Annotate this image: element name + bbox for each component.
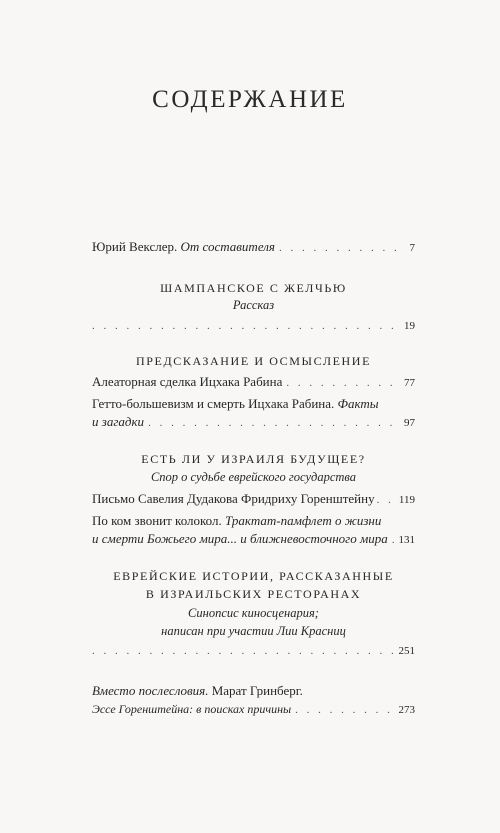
toc-entry-section4[interactable]: [92, 642, 415, 660]
section-title-1: ШАМПАНСКОЕ С ЖЕЛЧЬЮ: [160, 281, 347, 295]
section-title-4-line1: ЕВРЕЙСКИЕ ИСТОРИИ, РАССКАЗАННЫЕ: [113, 569, 394, 583]
afterword-author: Марат Гринберг.: [211, 683, 303, 698]
afterword-label: Вместо послесловия.: [92, 683, 209, 698]
entry-title: По ком звонит колокол.: [92, 513, 222, 528]
entry-title: Гетто-большевизм и смерть Ицхака Рабина.: [92, 396, 335, 411]
toc-entry-bell-tolls[interactable]: [92, 512, 415, 549]
dot-leader: [92, 317, 397, 335]
toc-entry-rabin-deal[interactable]: [92, 373, 415, 392]
afterword-title: Эссе Горенштейна: в поисках причины: [92, 702, 292, 716]
toc-entry-dudakov-letter[interactable]: [92, 490, 415, 509]
section-subtitle-4-line1: Синопсис киносценария;: [188, 606, 319, 620]
section-title-2: ПРЕДСКАЗАНИЕ И ОСМЫСЛЕНИЕ: [135, 354, 372, 368]
section-title-3: ЕСТЬ ЛИ У ИЗРАИЛЯ БУДУЩЕЕ?: [141, 452, 366, 466]
page-number: 119: [398, 494, 415, 506]
toc-entry-ghetto-bolshevism[interactable]: [92, 395, 415, 432]
preface-title: От составителя: [180, 239, 275, 254]
dot-leader: [392, 531, 395, 549]
toc-entry-section1[interactable]: [92, 317, 415, 335]
page-number: 251: [398, 645, 415, 657]
page-number: 131: [398, 534, 415, 546]
dot-leader: [295, 701, 394, 719]
dot-leader: [377, 491, 397, 509]
page-number: 77: [404, 377, 415, 389]
section-subtitle-4-line2: написан при участии Лии Красниц: [161, 624, 346, 638]
entry-subtitle-line2: и загадки: [92, 414, 145, 429]
preface-author: Юрий Векслер.: [92, 239, 178, 254]
page-number: 273: [398, 704, 415, 716]
dot-leader: [148, 414, 397, 432]
page-title: СОДЕРЖАНИЕ: [152, 86, 348, 113]
dot-leader: [92, 642, 395, 660]
toc-entry-preface[interactable]: [92, 238, 415, 257]
page-number: 97: [404, 417, 415, 429]
entry-subtitle: Трактат-памфлет о жизни: [225, 513, 382, 528]
dot-leader: [286, 374, 397, 392]
section-subtitle-3: Спор о судьбе еврейского государства: [150, 470, 357, 484]
dot-leader: [279, 239, 397, 257]
section-title-4-line2: В ИЗРАИЛЬСКИХ РЕСТОРАНАХ: [145, 587, 362, 601]
page-number: 7: [409, 242, 415, 254]
toc-entry-afterword[interactable]: [92, 682, 415, 719]
entry-subtitle-line2: и смерти Божьего мира... и ближневосточного мира: [92, 531, 388, 546]
section-subtitle-1: Рассказ: [232, 298, 275, 312]
page-number: 19: [404, 320, 415, 332]
entry-subtitle: Факты: [337, 396, 379, 411]
entry-title: Алеаторная сделка Ицхака Рабина: [92, 374, 283, 389]
entry-title: Письмо Савелия Дудакова Фридриху Горенштейну: [92, 491, 375, 506]
